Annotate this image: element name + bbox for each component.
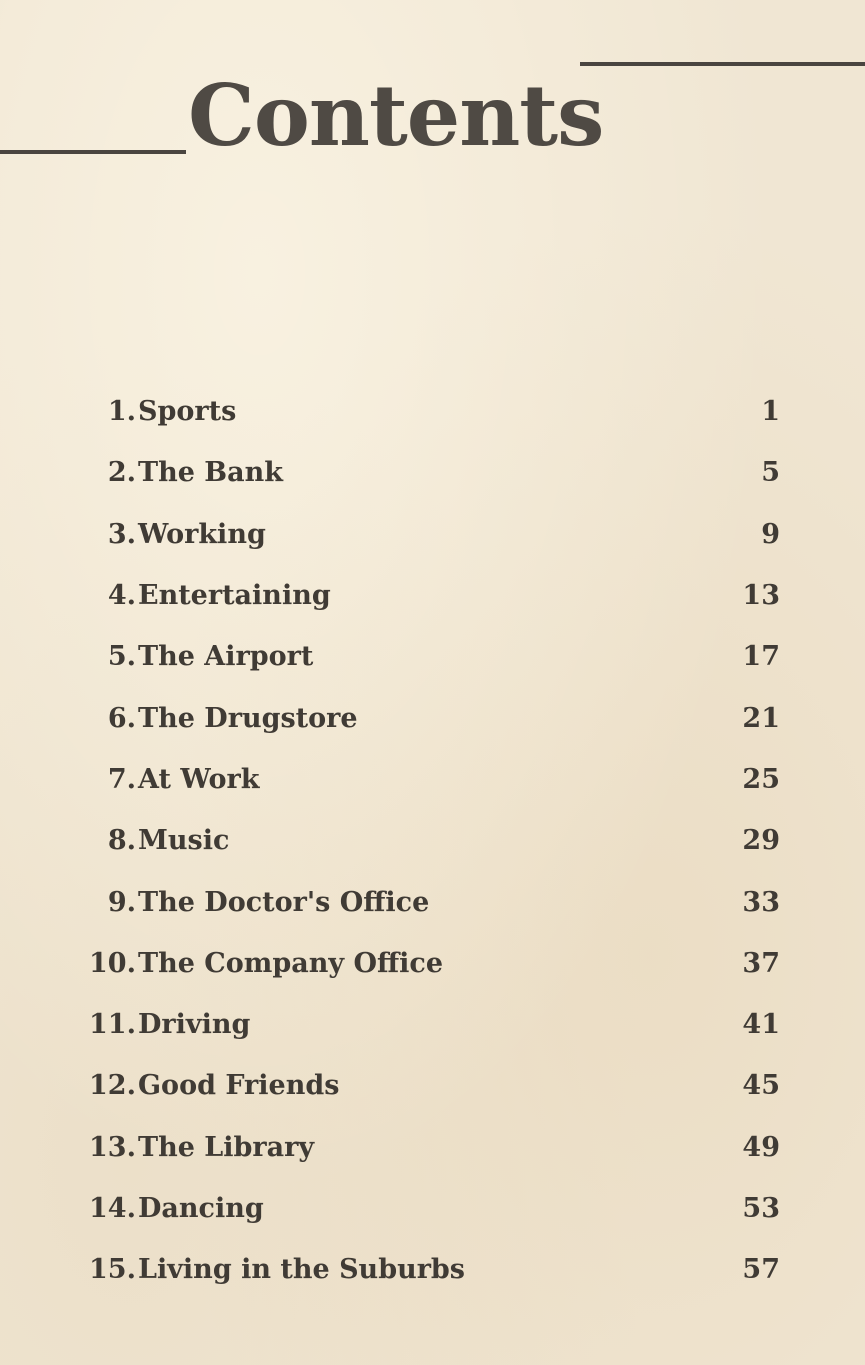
page-title: Contents [188,66,604,165]
toc-entry-page: 1 [761,396,780,428]
toc-entry-number: 1. [107,396,136,428]
toc-entry-page: 9 [761,518,780,550]
toc-entry-page: 49 [742,1131,780,1163]
toc-entry [78,1117,780,1178]
toc-entry-title: Living in the Suburbs [138,1254,466,1286]
toc-entry-title: Dancing [138,1193,264,1224]
toc-entry-number: 2. [107,457,136,489]
toc-entry [78,994,780,1055]
toc-entry-title: Music [138,825,230,857]
toc-entry-title: Sports [138,396,237,428]
toc-entry-number: 12. [89,1070,136,1102]
toc-entry-title: At Work [138,763,260,795]
toc-entry-page: 45 [742,1070,780,1102]
toc-entry-page: 29 [742,825,780,857]
toc-entry [78,504,780,565]
toc-entry [78,1055,780,1116]
toc-entry [78,442,780,503]
toc-entry-title: Good Friends [138,1070,340,1102]
toc-entry-title: The Drugstore [138,702,358,734]
toc-entry-title: The Bank [138,457,283,489]
toc-entry-page: 21 [742,702,780,734]
toc-entry-number: 7. [107,763,136,795]
header-rule-right [580,62,865,66]
toc-entry [78,626,780,687]
toc-entry-page: 37 [742,947,780,979]
toc-entry-title: The Doctor's Office [138,886,430,918]
header-rule-left [0,150,186,154]
toc-entry-title: Driving [138,1009,251,1041]
table-of-contents [78,381,780,1300]
toc-entry-number: 15. [89,1254,136,1286]
toc-entry [78,933,780,994]
toc-entry-page: 25 [742,763,780,795]
toc-entry-number: 4. [107,580,136,612]
toc-entry-page: 17 [742,641,780,673]
toc-entry-number: 6. [107,702,136,734]
toc-entry [78,687,780,748]
toc-entry-page: 53 [742,1193,780,1224]
toc-entry-page: 33 [742,886,780,918]
toc-entry-number: 9. [107,886,136,918]
toc-entry-title: Entertaining [138,580,331,612]
toc-entry-page: 5 [761,457,780,489]
toc-entry-title: The Library [138,1131,315,1163]
toc-entry-number: 5. [107,641,136,673]
toc-entry-number: 8. [107,825,136,857]
toc-entry-number: 3. [107,518,136,550]
toc-entry-title: The Company Office [138,947,444,979]
toc-entry-number: 10. [89,947,136,979]
toc-entry-title: The Airport [138,641,314,673]
toc-entry [78,749,780,810]
toc-entry-title: Working [138,518,266,550]
toc-entry [78,1239,780,1300]
toc-entry-page: 13 [742,580,780,612]
toc-entry [78,381,780,442]
toc-entry-page: 57 [742,1254,780,1286]
toc-entry [78,810,780,871]
toc-entry [78,1178,780,1239]
toc-entry [78,565,780,626]
toc-entry-page: 41 [742,1009,780,1041]
toc-entry-number: 13. [89,1131,136,1163]
toc-entry-number: 14. [89,1193,136,1224]
toc-entry-number: 11. [89,1009,136,1041]
toc-entry [78,871,780,932]
